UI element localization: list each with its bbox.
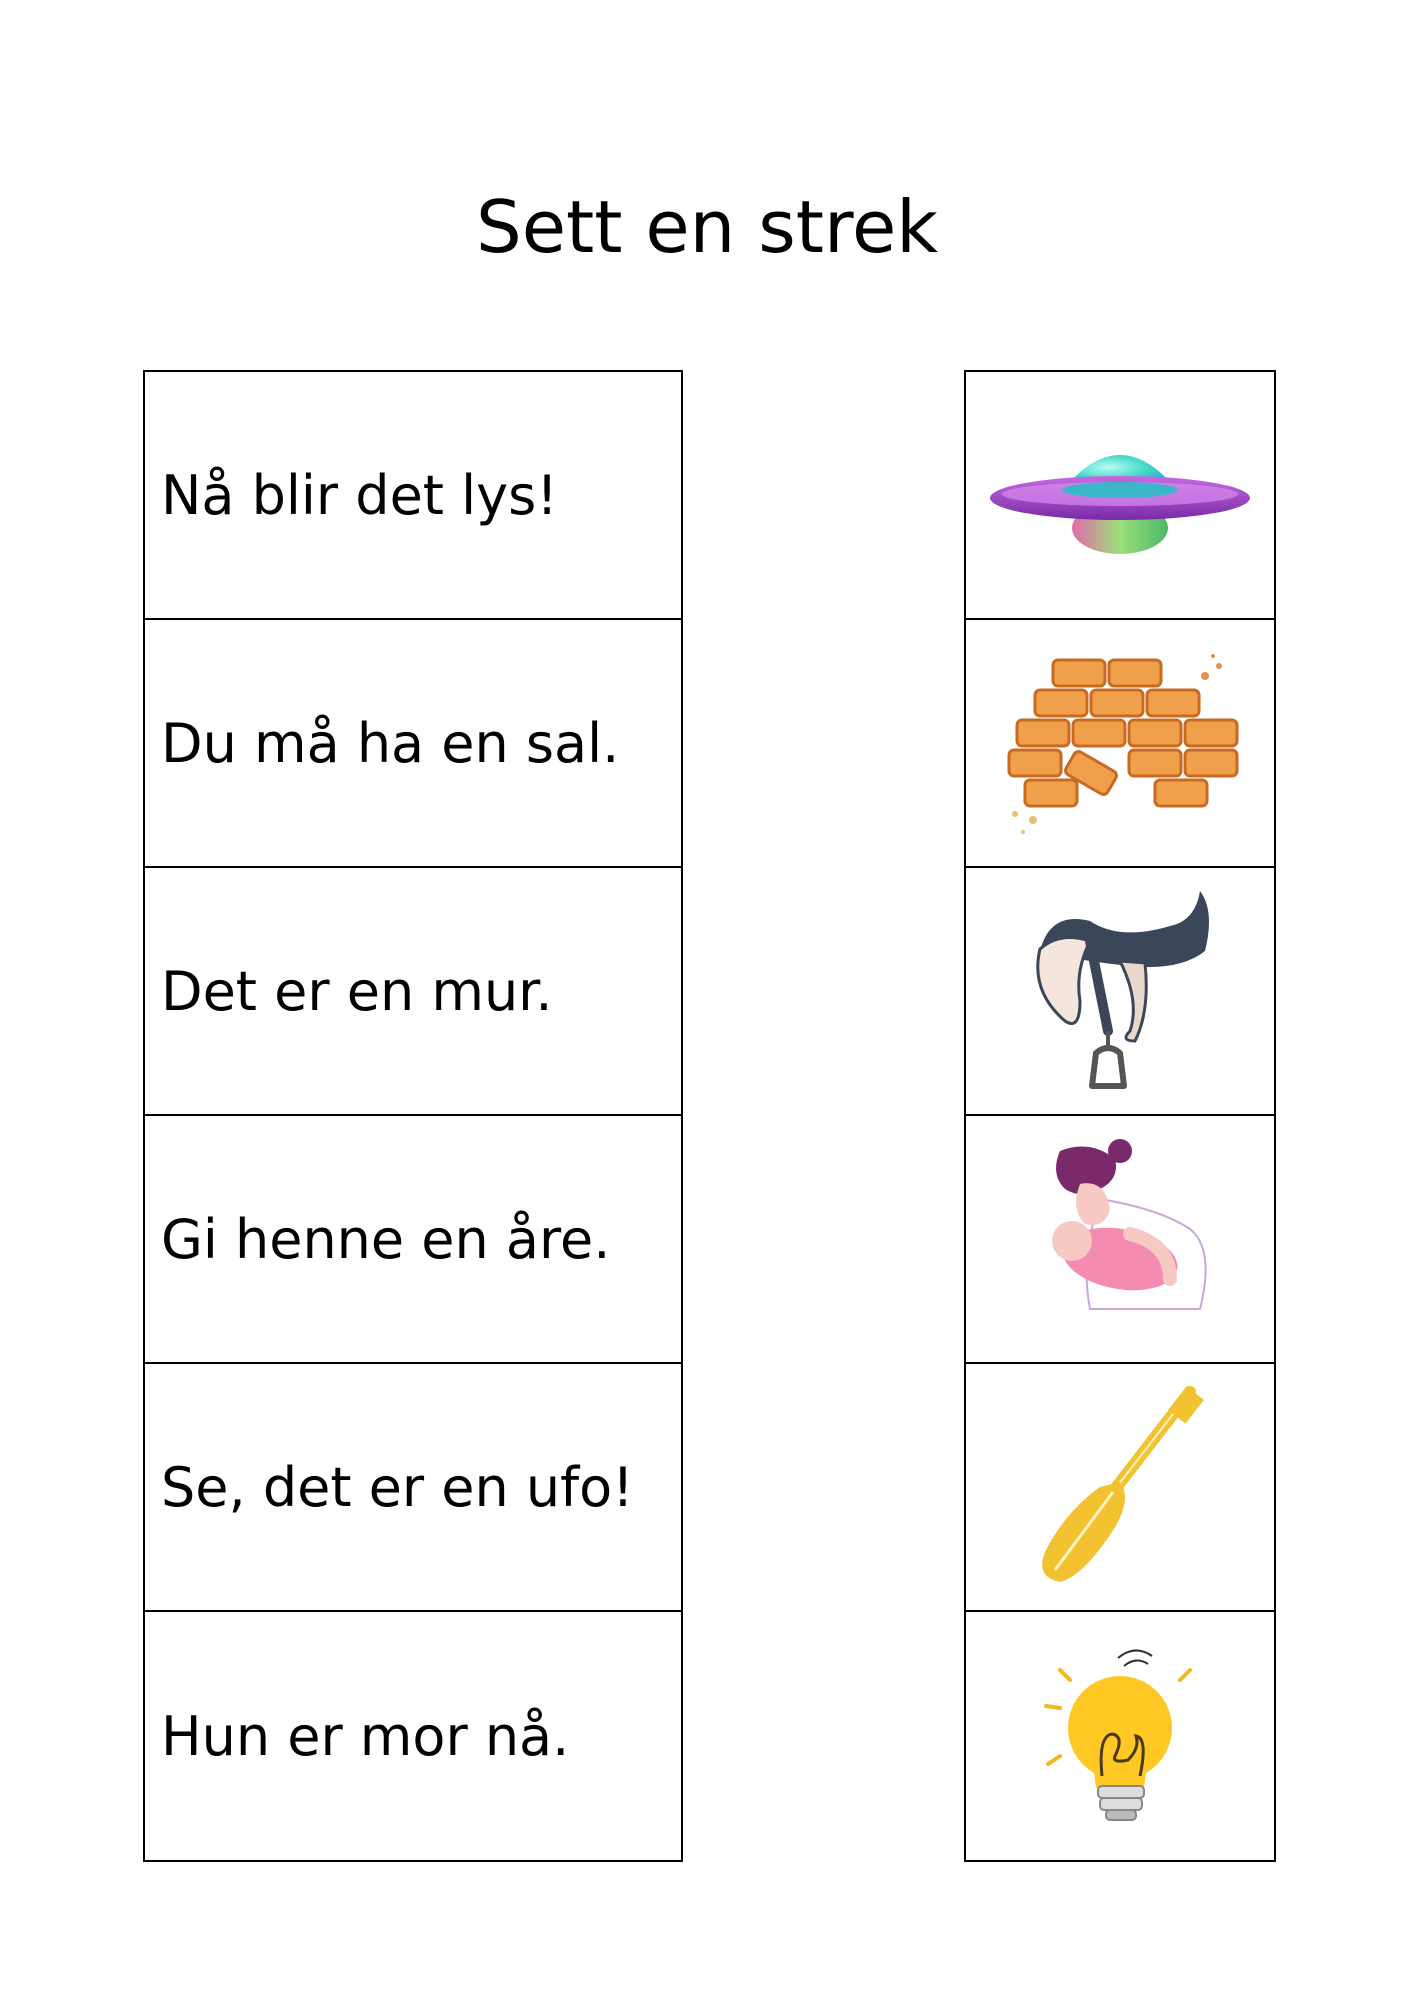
sentence-text: Du må ha en sal. [161,711,620,775]
sentence-cell[interactable] [145,1364,681,1612]
sentence-text: Gi henne en åre. [161,1207,611,1271]
picture-cell-brick-wall[interactable] [966,620,1274,868]
picture-column [964,370,1276,1862]
sentence-text: Hun er mor nå. [161,1704,570,1768]
sentence-text: Det er en mur. [161,959,553,1023]
ufo-icon [985,430,1255,560]
lightbulb-icon [1040,1636,1200,1836]
brick-wall-icon [995,648,1245,838]
sentence-cell[interactable] [145,620,681,868]
sentence-cell[interactable] [145,1116,681,1364]
picture-cell-mother-baby[interactable] [966,1116,1274,1364]
picture-cell-oar[interactable] [966,1364,1274,1612]
sentence-cell[interactable] [145,1612,681,1860]
page-title: Sett en strek [476,185,938,269]
sentence-cell[interactable] [145,868,681,1116]
sentence-cell[interactable] [145,372,681,620]
sentence-text: Nå blir det lys! [161,463,558,527]
mother-baby-icon [1020,1139,1220,1339]
picture-cell-saddle[interactable] [966,868,1274,1116]
saddle-icon [1020,881,1220,1101]
sentence-column [143,370,683,1862]
oar-icon [1025,1382,1215,1592]
sentence-text: Se, det er en ufo! [161,1455,634,1519]
picture-cell-ufo[interactable] [966,372,1274,620]
picture-cell-lightbulb[interactable] [966,1612,1274,1860]
